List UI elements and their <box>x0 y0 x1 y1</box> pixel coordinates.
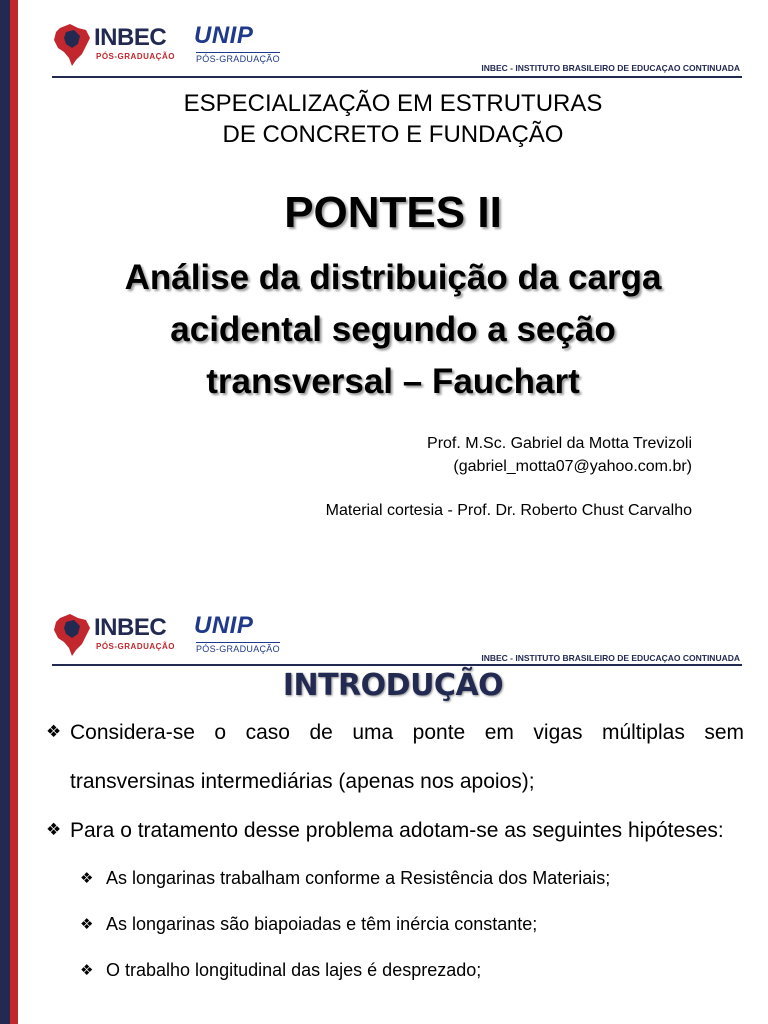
inbec-tagline: PÓS-GRADUAÇÃO <box>96 642 175 651</box>
bullet-item <box>46 708 744 806</box>
slide-subtitle <box>38 252 748 408</box>
inbec-wordmark: INBEC <box>94 24 167 51</box>
slide-header <box>18 590 768 662</box>
subtitle-line-2: acidental segundo a seção <box>170 310 616 349</box>
section-title: INTRODUÇÃO <box>282 668 504 703</box>
course-name-line-1: ESPECIALIZAÇÃO EM ESTRUTURAS <box>183 90 603 117</box>
courtesy-note: Material cortesia - Prof. Dr. Roberto Chust Carvalho <box>325 502 692 519</box>
unip-wordmark: UNIP <box>194 22 254 49</box>
author-email: (gabriel_motta07@yahoo.com.br) <box>453 458 692 475</box>
unip-logo <box>194 22 294 66</box>
left-stripe-red <box>10 0 18 1024</box>
bullet-list <box>46 708 744 993</box>
inbec-logo <box>52 20 182 66</box>
diamond-bullet-icon: ❖ <box>46 820 62 840</box>
left-stripe-navy <box>0 0 10 1024</box>
sub-bullet-text: O trabalho longitudinal das lajes é desprezado; <box>106 960 482 980</box>
sub-bullet-text: As longarinas trabalham conforme a Resistência dos Materiais; <box>106 868 611 888</box>
sub-bullet-item <box>80 855 744 901</box>
course-name-line-2: DE CONCRETO E FUNDAÇÃO <box>222 121 564 148</box>
brazil-map-icon <box>52 22 92 66</box>
inbec-logo <box>52 610 182 656</box>
diamond-bullet-icon: ❖ <box>80 915 94 933</box>
slide-title: PONTES II <box>284 188 502 237</box>
unip-tagline: PÓS-GRADUAÇÃO <box>196 644 280 654</box>
subtitle-line-1: Análise da distribuição da carga <box>124 258 662 297</box>
institute-name: INBEC - INSTITUTO BRASILEIRO DE EDUCAÇAO CONTINUADA <box>481 653 740 663</box>
author-block <box>427 432 692 478</box>
cover-slide <box>18 0 768 580</box>
course-name <box>18 88 768 150</box>
institute-name: INBEC - INSTITUTO BRASILEIRO DE EDUCAÇAO CONTINUADA <box>481 63 740 73</box>
author-name: Prof. M.Sc. Gabriel da Motta Trevizoli <box>427 435 692 452</box>
brazil-map-icon <box>52 612 92 656</box>
diamond-bullet-icon: ❖ <box>80 961 94 979</box>
inbec-tagline: PÓS-GRADUAÇÃO <box>96 52 175 61</box>
intro-slide <box>18 580 768 1024</box>
inbec-wordmark: INBEC <box>94 614 167 641</box>
unip-logo <box>194 612 294 656</box>
bullet-item <box>46 806 744 855</box>
sub-bullet-item <box>80 901 744 947</box>
unip-wordmark: UNIP <box>194 612 254 639</box>
diamond-bullet-icon: ❖ <box>46 722 62 742</box>
bullet-text: Para o tratamento desse problema adotam-se as seguintes hipóteses: <box>70 819 724 842</box>
unip-tagline: PÓS-GRADUAÇÃO <box>196 54 280 64</box>
header-divider <box>52 664 742 666</box>
header-divider <box>52 76 742 78</box>
sub-bullet-text: As longarinas são biapoiadas e têm inércia constante; <box>106 914 538 934</box>
slide-header <box>18 0 768 72</box>
diamond-bullet-icon: ❖ <box>80 869 94 887</box>
subtitle-line-3: transversal – Fauchart <box>206 362 580 401</box>
sub-bullet-item <box>80 947 744 993</box>
bullet-text: Considera-se o caso de uma ponte em vigas múltiplas sem transversinas intermediárias (apenas nos apoios); <box>70 721 744 793</box>
